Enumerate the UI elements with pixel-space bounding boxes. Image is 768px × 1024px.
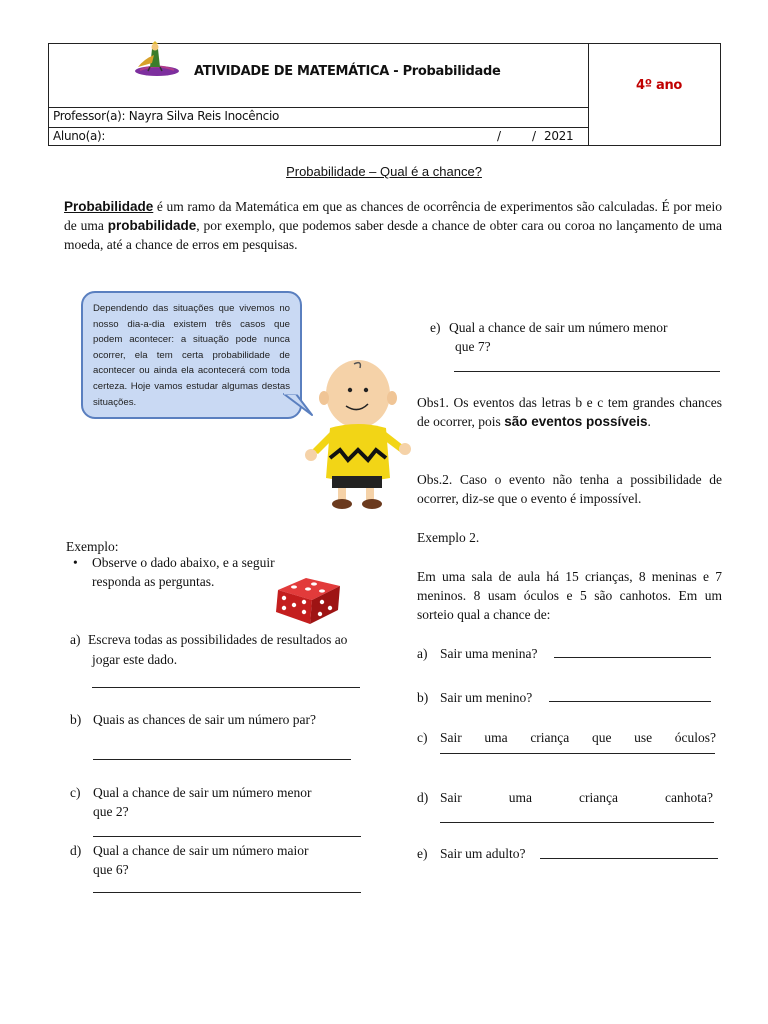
example-2-label: Exemplo 2.	[417, 530, 480, 545]
answer-line[interactable]	[93, 836, 361, 837]
question-text: Sair uma criança canhota?	[440, 790, 713, 805]
question-text: Qual a chance de sair um número menor	[449, 320, 668, 335]
question-label: d)	[70, 843, 82, 858]
instruction-text: Observe o dado abaixo, e a seguir	[92, 555, 275, 570]
answer-line[interactable]	[540, 858, 718, 859]
header-row-line	[48, 127, 589, 128]
answer-line[interactable]	[92, 687, 360, 688]
date-separator: /	[532, 129, 536, 143]
bullet: •	[73, 555, 78, 570]
question-label: e)	[430, 320, 441, 335]
speech-bubble: Dependendo das situações que vivemos no nosso dia-a-dia existem três casos que podem acontecer: a situação pode nunca ocorrer, ela tem certa probabilidade de acontecer ou ainda ela acontecerá com toda certeza. Hoje vamos estudar algumas destas situações.	[81, 291, 302, 419]
observation-text: .	[647, 414, 651, 429]
question-text: Qual a chance de sair um número menor	[93, 785, 312, 800]
observation-text: Obs1. Os eventos das letras b e c tem grandes chances de ocorrer, pois	[417, 395, 722, 429]
question-text: que 6?	[93, 862, 129, 877]
intro-text: é um ramo da Matemática em que as chances de ocorrência de experimentos são calculadas. É por meio de uma	[64, 199, 722, 233]
question-label: d)	[417, 790, 429, 805]
teacher-name: Professor(a): Nayra Silva Reis Inocêncio	[53, 109, 280, 123]
question-label: e)	[417, 846, 428, 861]
student-field[interactable]: Aluno(a):	[53, 129, 106, 143]
answer-line[interactable]	[454, 371, 720, 372]
date-separator: /	[497, 129, 501, 143]
question-text: Sair uma menina?	[440, 646, 538, 661]
activity-title: ATIVIDADE DE MATEMÁTICA - Probabilidade	[194, 64, 501, 79]
question-label: b)	[417, 690, 429, 705]
question-text: jogar este dado.	[92, 652, 178, 667]
dice-image	[270, 572, 348, 626]
answer-line[interactable]	[93, 892, 361, 893]
date-year: 2021	[544, 129, 574, 143]
question-text: Sair um menino?	[440, 690, 533, 705]
header-row-line	[48, 107, 589, 108]
question-text: Escreva todas as possibilidades de resultados ao	[88, 632, 348, 647]
question-label: c)	[70, 785, 81, 800]
question-label: a)	[70, 632, 81, 647]
little-prince-logo	[130, 41, 184, 81]
question-text: Sair uma criança que use óculos?	[440, 730, 716, 745]
intro-paragraph	[64, 197, 722, 254]
answer-line[interactable]	[93, 759, 351, 760]
question-label: a)	[417, 646, 428, 661]
intro-text: , por exemplo, que podemos saber desde a chance de obter cara ou coroa no lançamento de uma moeda, até a chance de erros em pesquisas.	[64, 218, 722, 252]
grade-label: 4º ano	[636, 78, 683, 93]
question-label: c)	[417, 730, 428, 745]
question-text: que 2?	[93, 804, 129, 819]
answer-line[interactable]	[440, 822, 714, 823]
observation-bold: são eventos possíveis	[504, 414, 648, 429]
question-text: Qual a chance de sair um número maior	[93, 843, 309, 858]
answer-line[interactable]	[554, 657, 711, 658]
observation-2: Obs.2. Caso o evento não tenha a possibilidade de ocorrer, diz-se que o evento é impossível.	[417, 472, 722, 506]
answer-line[interactable]	[440, 753, 715, 754]
example-label: Exemplo:	[66, 539, 119, 554]
answer-line[interactable]	[549, 701, 711, 702]
question-text: Sair um adulto?	[440, 846, 526, 861]
question-text: que 7?	[455, 339, 491, 354]
question-text: Quais as chances de sair um número par?	[93, 712, 317, 727]
observation-1	[417, 393, 722, 431]
charlie-brown-figure	[304, 354, 412, 512]
instruction-text: responda as perguntas.	[92, 574, 215, 589]
intro-term: Probabilidade	[64, 199, 154, 214]
page-title: Probabilidade – Qual é a chance?	[286, 164, 482, 179]
question-label: b)	[70, 712, 82, 727]
example-2-text: Em uma sala de aula há 15 crianças, 8 meninas e 7 meninos. 8 usam óculos e 5 são canhotos. Em um sorteio qual a chance de:	[417, 569, 722, 622]
header-divider	[588, 43, 589, 146]
intro-bold: probabilidade	[107, 218, 197, 233]
